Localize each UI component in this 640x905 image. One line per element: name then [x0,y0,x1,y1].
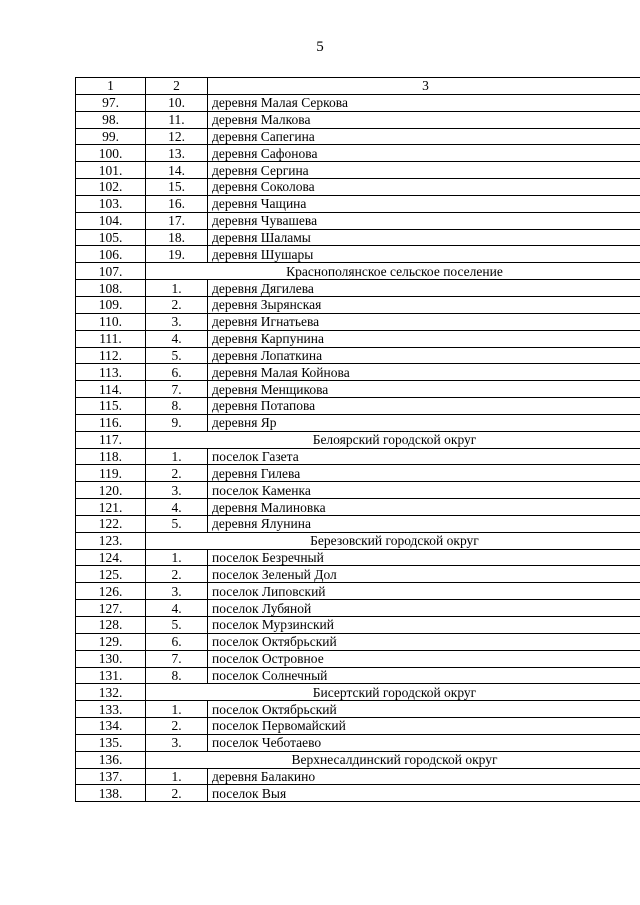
row-subnumber: 13. [146,145,208,162]
row-subnumber: 4. [146,600,208,617]
settlement-name: деревня Чащина [208,195,640,212]
section-row [76,532,640,549]
section-row [76,431,640,448]
row-subnumber: 3. [146,482,208,499]
row-number: 101. [76,162,146,179]
table-row [76,566,640,583]
table-row [76,398,640,415]
row-number: 125. [76,566,146,583]
settlement-name: деревня Малкова [208,111,640,128]
table-row [76,768,640,785]
settlement-name: деревня Балакино [208,768,640,785]
table-row [76,583,640,600]
row-number: 122. [76,515,146,532]
row-subnumber: 1. [146,280,208,297]
table-row [76,381,640,398]
settlement-name: деревня Малая Койнова [208,364,640,381]
table-row [76,111,640,128]
row-number: 126. [76,583,146,600]
table-row [76,246,640,263]
row-subnumber: 6. [146,364,208,381]
column-header-name: 3 [208,78,640,95]
row-subnumber: 3. [146,583,208,600]
settlement-name: поселок Безречный [208,549,640,566]
row-number: 102. [76,179,146,196]
row-subnumber: 5. [146,515,208,532]
row-number: 108. [76,280,146,297]
table-row [76,212,640,229]
column-header-subnumber: 2 [146,78,208,95]
section-title: Бисертский городской округ [146,684,640,701]
settlement-name: деревня Гилева [208,465,640,482]
row-subnumber: 2. [146,785,208,802]
table-row [76,414,640,431]
row-subnumber: 9. [146,414,208,431]
settlement-name: поселок Зеленый Дол [208,566,640,583]
row-number: 138. [76,785,146,802]
row-subnumber: 1. [146,448,208,465]
row-subnumber: 15. [146,179,208,196]
settlement-name: деревня Малиновка [208,499,640,516]
row-number: 104. [76,212,146,229]
settlement-name: деревня Потапова [208,398,640,415]
row-subnumber: 2. [146,718,208,735]
table-row [76,785,640,802]
settlement-name: деревня Игнатьева [208,313,640,330]
row-number: 133. [76,701,146,718]
table-header-row [76,78,640,95]
table-row [76,364,640,381]
row-subnumber: 1. [146,701,208,718]
table-row [76,718,640,735]
table-row [76,515,640,532]
table-row [76,195,640,212]
row-subnumber: 14. [146,162,208,179]
settlement-name: деревня Менщикова [208,381,640,398]
table-row [76,330,640,347]
table-row [76,296,640,313]
table-row [76,128,640,145]
page-number: 5 [316,39,324,55]
table-body [76,78,640,802]
table-row [76,600,640,617]
settlement-name: деревня Карпунина [208,330,640,347]
settlement-name: деревня Ялунина [208,515,640,532]
settlement-name: поселок Мурзинский [208,617,640,634]
section-row [76,263,640,280]
section-row [76,751,640,768]
row-number: 118. [76,448,146,465]
section-title: Березовский городской округ [146,532,640,549]
table-row [76,633,640,650]
settlements-table [75,77,640,802]
row-number: 105. [76,229,146,246]
row-number: 121. [76,499,146,516]
row-subnumber: 10. [146,94,208,111]
table-row [76,650,640,667]
row-number: 132. [76,684,146,701]
row-subnumber: 3. [146,313,208,330]
row-subnumber: 19. [146,246,208,263]
settlement-name: деревня Шушары [208,246,640,263]
table-row [76,465,640,482]
row-number: 136. [76,751,146,768]
row-number: 107. [76,263,146,280]
row-subnumber: 8. [146,667,208,684]
row-number: 110. [76,313,146,330]
row-number: 120. [76,482,146,499]
row-number: 128. [76,617,146,634]
table-row [76,701,640,718]
settlement-name: поселок Октябрьский [208,633,640,650]
settlement-name: деревня Шаламы [208,229,640,246]
settlement-name: поселок Газета [208,448,640,465]
column-header-number: 1 [76,78,146,95]
settlement-name: деревня Зырянская [208,296,640,313]
row-number: 112. [76,347,146,364]
section-title: Краснополянское сельское поселение [146,263,640,280]
row-number: 116. [76,414,146,431]
table-row [76,280,640,297]
row-number: 129. [76,633,146,650]
row-subnumber: 12. [146,128,208,145]
section-row [76,684,640,701]
table-row [76,179,640,196]
row-subnumber: 5. [146,347,208,364]
row-subnumber: 1. [146,768,208,785]
row-number: 117. [76,431,146,448]
row-subnumber: 4. [146,330,208,347]
table-row [76,734,640,751]
settlement-name: деревня Лопаткина [208,347,640,364]
row-number: 97. [76,94,146,111]
table-row [76,145,640,162]
row-subnumber: 2. [146,465,208,482]
settlement-name: поселок Чеботаево [208,734,640,751]
settlement-name: поселок Солнечный [208,667,640,684]
settlement-name: поселок Липовский [208,583,640,600]
row-number: 123. [76,532,146,549]
row-number: 124. [76,549,146,566]
table-row [76,549,640,566]
table-row [76,482,640,499]
settlement-name: деревня Сапегина [208,128,640,145]
row-subnumber: 18. [146,229,208,246]
table-row [76,667,640,684]
table-row [76,162,640,179]
settlement-name: деревня Соколова [208,179,640,196]
row-number: 103. [76,195,146,212]
row-subnumber: 7. [146,650,208,667]
row-number: 111. [76,330,146,347]
row-number: 109. [76,296,146,313]
settlement-name: деревня Чувашева [208,212,640,229]
settlement-name: деревня Сергина [208,162,640,179]
settlement-name: поселок Первомайский [208,718,640,735]
row-number: 99. [76,128,146,145]
section-title: Верхнесалдинский городской округ [146,751,640,768]
row-subnumber: 7. [146,381,208,398]
row-number: 100. [76,145,146,162]
row-number: 130. [76,650,146,667]
settlement-name: деревня Яр [208,414,640,431]
row-subnumber: 17. [146,212,208,229]
table-row [76,448,640,465]
settlement-name: деревня Малая Серкова [208,94,640,111]
table-row [76,617,640,634]
row-number: 134. [76,718,146,735]
settlement-name: поселок Каменка [208,482,640,499]
table-row [76,499,640,516]
row-subnumber: 2. [146,296,208,313]
row-subnumber: 8. [146,398,208,415]
row-number: 137. [76,768,146,785]
settlement-name: деревня Сафонова [208,145,640,162]
row-number: 114. [76,381,146,398]
row-subnumber: 2. [146,566,208,583]
row-number: 119. [76,465,146,482]
row-number: 98. [76,111,146,128]
row-subnumber: 5. [146,617,208,634]
row-subnumber: 16. [146,195,208,212]
row-number: 113. [76,364,146,381]
settlement-name: поселок Островное [208,650,640,667]
settlement-name: поселок Октябрьский [208,701,640,718]
row-number: 106. [76,246,146,263]
row-number: 131. [76,667,146,684]
settlement-name: поселок Лубяной [208,600,640,617]
row-subnumber: 1. [146,549,208,566]
row-subnumber: 11. [146,111,208,128]
row-number: 135. [76,734,146,751]
settlement-name: поселок Выя [208,785,640,802]
table-row [76,94,640,111]
row-subnumber: 3. [146,734,208,751]
settlement-name: деревня Дягилева [208,280,640,297]
section-title: Белоярский городской округ [146,431,640,448]
table-row [76,313,640,330]
row-subnumber: 4. [146,499,208,516]
row-subnumber: 6. [146,633,208,650]
table-row [76,347,640,364]
row-number: 115. [76,398,146,415]
row-number: 127. [76,600,146,617]
table-row [76,229,640,246]
